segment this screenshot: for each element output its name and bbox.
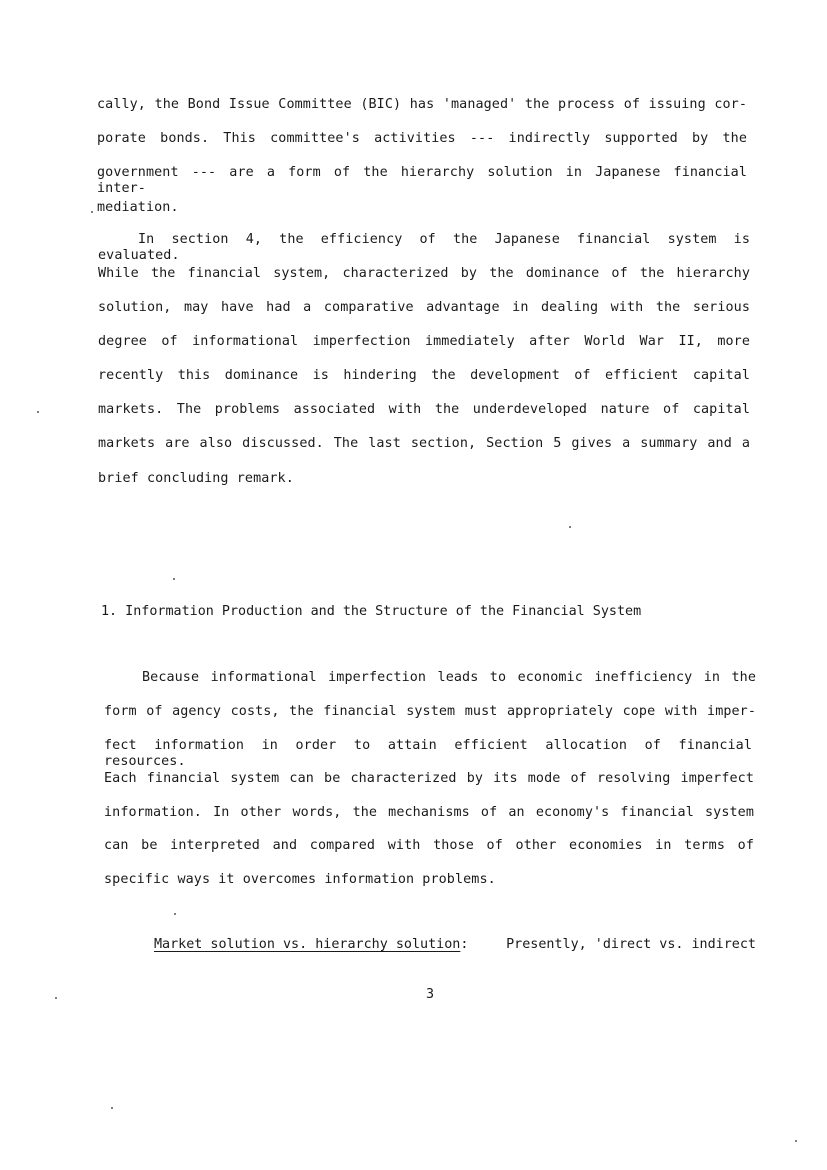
text-line: degree of informational imperfection immediately after World War II, more <box>98 334 750 349</box>
text-line: fect information in order to attain efficient allocation of financial resources. <box>104 738 752 769</box>
scan-speck <box>173 578 175 580</box>
text-line: porate bonds. This committee's activities --- indirectly supported by the <box>97 131 747 146</box>
text-line: specific ways it overcomes information problems. <box>104 872 496 887</box>
text-line: brief concluding remark. <box>98 471 294 486</box>
text-line: markets are also discussed. The last section, Section 5 gives a summary and a <box>98 436 750 451</box>
text-line: markets. The problems associated with the underdeveloped nature of capital <box>98 402 750 417</box>
subsection-continuation: Presently, 'direct vs. indirect <box>506 937 756 952</box>
text-line: can be interpreted and compared with those of other economies in terms of <box>104 838 754 853</box>
text-line: Each financial system can be characterized by its mode of resolving imperfect <box>104 771 754 786</box>
text-line: information. In other words, the mechanisms of an economy's financial system <box>104 805 754 820</box>
subsection-title: Market solution vs. hierarchy solution <box>154 937 461 952</box>
scan-speck <box>37 411 39 413</box>
page-number: 3 <box>426 987 435 1002</box>
scan-speck <box>55 997 57 999</box>
scan-speck <box>174 913 176 915</box>
text-line: solution, may have had a comparative advantage in dealing with the serious <box>98 300 750 315</box>
scan-speck <box>795 1140 797 1142</box>
text-line: mediation. <box>97 200 179 215</box>
section-heading: 1. Information Production and the Structure of the Financial System <box>101 604 642 619</box>
subsection-line <box>154 937 756 952</box>
scan-speck <box>91 211 93 213</box>
text-line: While the financial system, characterized by the dominance of the hierarchy <box>98 266 750 281</box>
text-line: form of agency costs, the financial system must appropriately cope with imper- <box>104 704 756 719</box>
text-line: government --- are a form of the hierarchy solution in Japanese financial inter- <box>97 165 747 196</box>
text-line: cally, the Bond Issue Committee (BIC) has 'managed' the process of issuing cor- <box>97 97 747 112</box>
text-line: In section 4, the efficiency of the Japanese financial system is evaluated. <box>98 232 750 263</box>
subsection-colon: : <box>460 937 469 952</box>
text-line: Because informational imperfection leads to economic inefficiency in the <box>142 670 756 685</box>
scan-speck <box>111 1107 113 1109</box>
subsection-title-group <box>154 937 468 952</box>
scan-speck <box>569 526 571 528</box>
text-line: recently this dominance is hindering the development of efficient capital <box>98 368 750 383</box>
